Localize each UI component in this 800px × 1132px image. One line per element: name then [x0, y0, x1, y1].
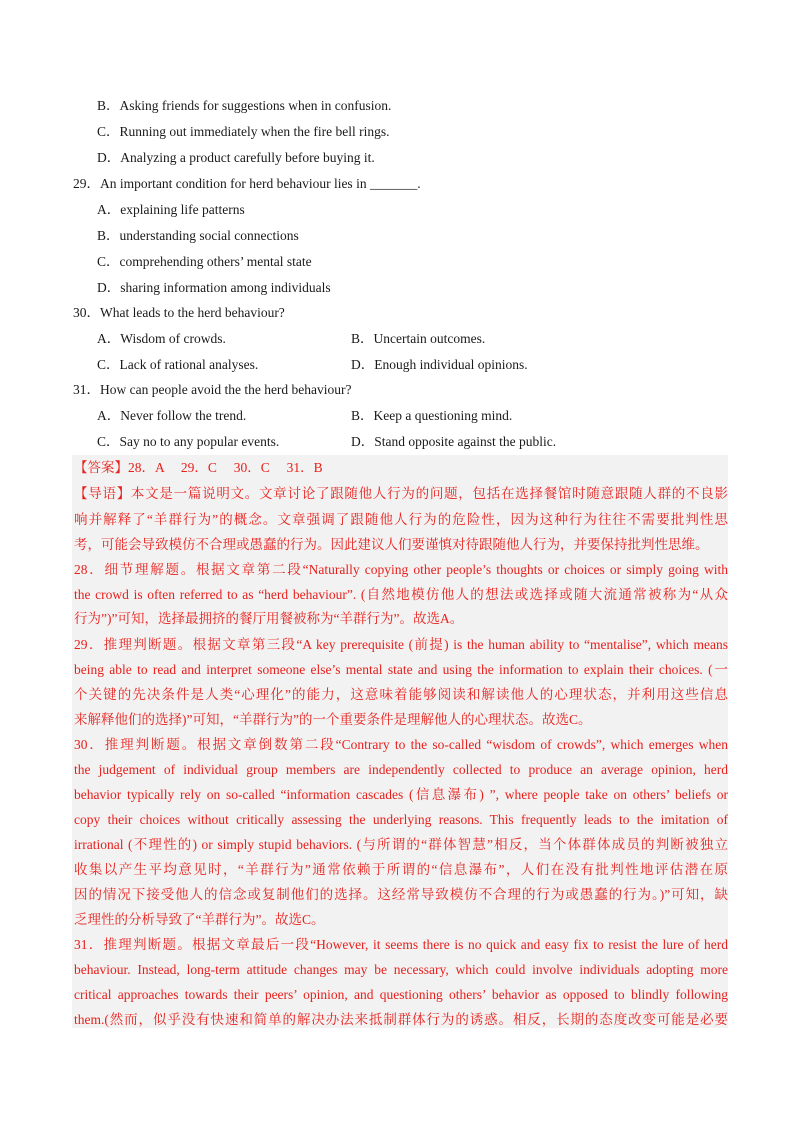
- explanation-31-line: them.(然而，似乎没有快速和简单的解决办法来抵制群体行为的诱惑。相反，长期的态度改变可能是必要: [74, 1012, 728, 1027]
- explanation-31-line: critical approaches towards their peers’ opinion, and questioning others’ behavior as opposed to blindly following: [74, 987, 728, 1002]
- explanation-28-line: the crowd is often referred to as “herd behaviour”. (自然地模仿他人的想法或选择或随大流通常被称为“从众: [74, 587, 728, 602]
- q28-option-d: D．Analyzing a product carefully before buying it.: [97, 150, 375, 165]
- explanation-30-line: copy their choices without critically assessing the underlying reasons. This frequently leads to the imitation of: [74, 812, 728, 827]
- q28-option-c: C．Running out immediately when the fire bell rings.: [97, 124, 390, 139]
- q29-option-b: B．understanding social connections: [97, 228, 299, 243]
- q31-option-b: B．Keep a questioning mind.: [351, 408, 513, 423]
- explanation-29-line: 29．推理判断题。根据文章第三段“A key prerequisite (前提) is the human ability to “mentalise”, which means: [74, 637, 728, 652]
- q30-option-d: D．Enough individual opinions.: [351, 357, 528, 372]
- explanation-30-line: irrational (不理性的) or simply stupid behaviors. (与所谓的“群体智慧”相反，当个体群体成员的判断被独立: [74, 837, 728, 852]
- q29-option-d: D．sharing information among individuals: [97, 280, 331, 295]
- explanation-31-line: behaviour. Instead, long-term attitude changes may be necessary, which could involve individuals adopting more: [74, 962, 728, 977]
- explanation-30-line: 因的情况下接受他人的信念或复制他们的选择。这经常导致模仿不合理的行为或愚蠢的行为。)”可知，缺: [74, 887, 728, 902]
- guide-line: 【导语】本文是一篇说明文。文章讨论了跟随他人行为的问题，包括在选择餐馆时随意跟随人群的不良影: [74, 486, 728, 501]
- explanation-30-line: 30．推理判断题。根据文章倒数第二段“Contrary to the so-called “wisdom of crowds”, which emerges when: [74, 737, 728, 752]
- guide-line: 响并解释了“羊群行为”的概念。文章强调了跟随他人行为的危险性，因为这种行为往往不需要批判性思: [74, 512, 728, 527]
- explanation-29-line: being able to read and interpret someone else’s mental state and using the information to explain their choices. (一: [74, 662, 728, 677]
- q29-stem: 29．An important condition for herd behaviour lies in _______.: [73, 176, 421, 191]
- q31-option-a: A．Never follow the trend.: [97, 408, 247, 423]
- explanation-30-line: the judgement of individual group members are independently collected to produce an average opinion, herd: [74, 762, 728, 777]
- explanation-28-line: 行为”)”可知，选择最拥挤的餐厅用餐被称为“羊群行为”。故选A。: [74, 611, 464, 626]
- q30-option-a: A．Wisdom of crowds.: [97, 331, 226, 346]
- explanation-28-line: 28．细节理解题。根据文章第二段“Naturally copying other people’s thoughts or choices or simply going with: [74, 562, 728, 577]
- q30-option-b: B．Uncertain outcomes.: [351, 331, 486, 346]
- guide-line: 考，可能会导致模仿不合理或愚蠢的行为。因此建议人们要谨慎对待跟随他人行为，并要保持批判性思维。: [74, 537, 709, 552]
- explanation-31-line: 31．推理判断题。根据文章最后一段“However, it seems there is no quick and easy fix to resist the lure of herd: [74, 937, 728, 952]
- q29-option-c: C．comprehending others’ mental state: [97, 254, 312, 269]
- q31-option-d: D．Stand opposite against the public.: [351, 434, 557, 449]
- answer-key: 【答案】28．A 29．C 30．C 31．B: [74, 460, 323, 475]
- q28-option-b: B．Asking friends for suggestions when in confusion.: [97, 98, 392, 113]
- q31-option-c: C．Say no to any popular events.: [97, 434, 280, 449]
- q30-stem: 30．What leads to the herd behaviour?: [73, 305, 285, 320]
- q30-option-c: C．Lack of rational analyses.: [97, 357, 259, 372]
- explanation-30-line: behavior typically rely on so-called “information cascades (信息瀑布) ”, where people take on others’ beliefs or: [74, 787, 728, 802]
- explanation-30-line: 收集以产生平均意见时，“羊群行为”通常依赖于所谓的“信息瀑布”，人们在没有批判性地评估潜在原: [74, 862, 728, 877]
- q31-stem: 31．How can people avoid the the herd behaviour?: [73, 382, 352, 397]
- explanation-30-line: 乏理性的分析导致了“羊群行为”。故选C。: [74, 912, 325, 927]
- explanation-29-line: 个关键的先决条件是人类“心理化”的能力，这意味着能够阅读和解读他人的心理状态，并利用这些信息: [74, 687, 728, 702]
- explanation-29-line: 来解释他们的选择)”可知，“羊群行为”的一个重要条件是理解他人的心理状态。故选C。: [74, 712, 592, 727]
- q29-option-a: A．explaining life patterns: [97, 202, 245, 217]
